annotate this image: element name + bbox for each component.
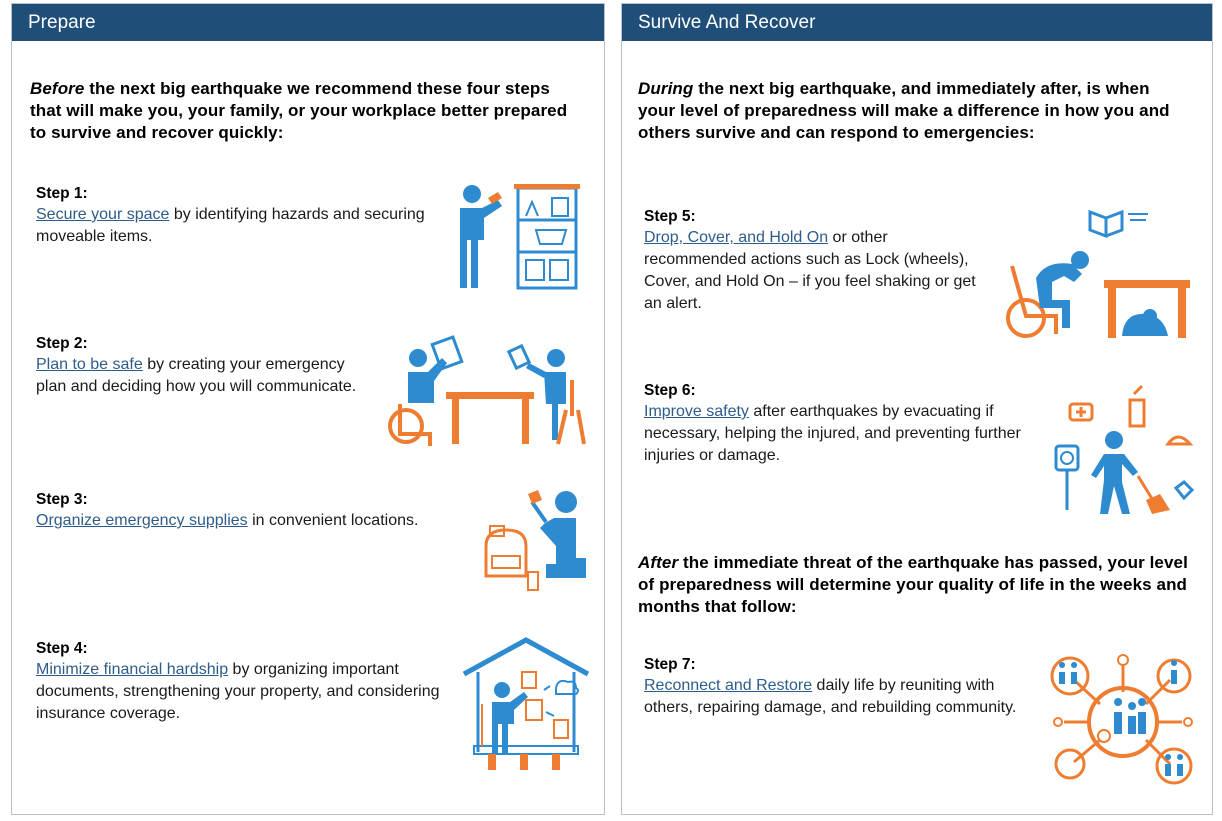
plan-to-be-safe-link[interactable]: Plan to be safe [36,356,143,373]
step-6-body [644,401,1044,467]
step-7-label: Step 7: [644,656,696,673]
after-intro [638,552,1196,618]
step-2 [36,334,376,398]
step-4-body [36,659,456,725]
step-5-body [644,227,984,315]
prepare-panel [11,3,605,815]
step-6-text: after earthquakes by evacuating if necessary, helping the injured, and preventing further injuries or damage. [644,403,1021,464]
reconnect-restore-icon [1048,652,1198,790]
step-3 [36,490,436,532]
plan-to-be-safe-icon [384,334,584,446]
financial-hardship-icon [460,636,592,776]
emergency-supplies-icon [470,488,590,596]
organize-emergency-supplies-link[interactable]: Organize emergency supplies [36,512,248,529]
improve-safety-icon [1046,378,1206,516]
step-3-label: Step 3: [36,491,88,508]
step-3-text: in convenient locations. [247,512,419,529]
step-6-label: Step 6: [644,382,696,399]
prepare-header: Prepare [12,4,604,41]
step-5 [644,207,984,315]
prepare-intro-text: the next big earthquake we recommend these four steps that will make you, your family, or your workplace better prepared to survive and recover quickly: [30,79,568,142]
step-1-text: by identifying hazards and securing moveable items. [36,206,425,245]
prepare-intro-lead: Before [30,79,85,98]
survive-panel [621,3,1213,815]
step-7 [644,655,1044,719]
step-1-body [36,204,436,248]
during-intro-text: the next big earthquake, and immediately after, is when your level of preparedness will make a difference in how you and others survive and can respond to emergencies: [638,79,1170,142]
step-5-text: or other recommended actions such as Lock (wheels), Cover, and Hold On – if you feel shaking or get an alert. [644,229,976,312]
during-intro-lead: During [638,79,694,98]
step-3-body [36,510,436,532]
drop-cover-hold-on-icon [1000,200,1196,342]
secure-your-space-link[interactable]: Secure your space [36,206,170,223]
minimize-financial-hardship-link[interactable]: Minimize financial hardship [36,661,229,678]
step-2-text: by creating your emergency plan and deciding how you will communicate. [36,356,357,395]
step-7-body [644,675,1044,719]
step-4-label: Step 4: [36,640,88,657]
step-1-label: Step 1: [36,185,88,202]
step-5-label: Step 5: [644,208,696,225]
drop-cover-hold-on-link[interactable]: Drop, Cover, and Hold On [644,229,829,246]
during-intro [638,78,1186,144]
after-intro-text: the immediate threat of the earthquake has passed, your level of preparedness will determine your quality of life in the weeks and months that follow: [638,553,1188,616]
improve-safety-link[interactable]: Improve safety [644,403,749,420]
reconnect-and-restore-link[interactable]: Reconnect and Restore [644,677,813,694]
step-2-body [36,354,376,398]
secure-space-icon [442,180,582,292]
prepare-intro [30,78,575,144]
after-intro-lead: After [638,553,679,572]
step-4 [36,639,456,725]
step-1 [36,184,436,248]
step-2-label: Step 2: [36,335,88,352]
step-4-text: by organizing important documents, strengthening your property, and considering insurance coverage. [36,661,440,722]
step-6 [644,381,1044,467]
step-7-text: daily life by reuniting with others, repairing damage, and rebuilding community. [644,677,1017,716]
survive-header: Survive And Recover [622,4,1212,41]
